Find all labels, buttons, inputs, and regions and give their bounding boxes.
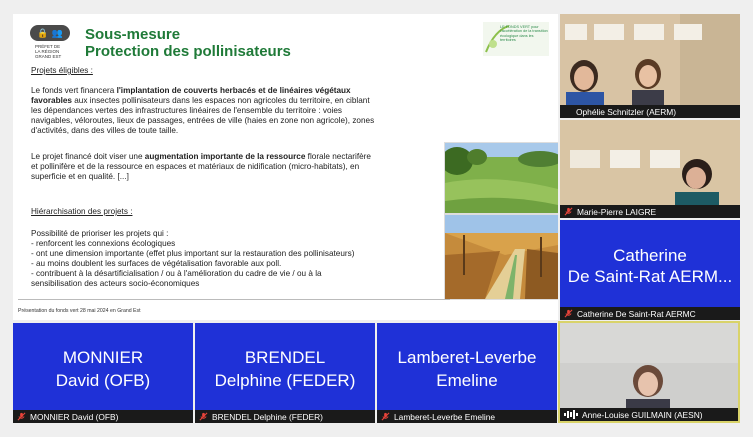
para2-line1: Le projet financé doit viser une augmentation importante de la ressource florale nectarifère <box>31 152 371 161</box>
participant-display-name-line2: De Saint-Rat AERM... <box>567 267 733 286</box>
slide-footer-divider <box>18 299 450 300</box>
participant-name: Marie-Pierre LAIGRE <box>577 206 657 217</box>
list-item: - contribuent à la désartificialisation / ou à l'amélioration du cadre de vie / ou à la <box>31 269 322 278</box>
participant-name-bar <box>13 410 193 423</box>
section-heading-eligible: Projets éligibles : <box>31 66 93 75</box>
video-feed <box>560 14 740 118</box>
para1-line1: Le fonds vert financera l'implantation de couverts herbacés et de linéaires végétaux <box>31 86 351 95</box>
list-item: sensibilisation des acteurs socio-économiques <box>31 279 200 288</box>
meadow-photo <box>444 142 558 214</box>
muted-mic-icon <box>381 412 390 421</box>
participant-tile-monnier[interactable] <box>13 323 193 423</box>
para2-line2: et pollinifère et de la ressource en espaces et matériaux de nidification (micro-habitats), en <box>31 162 360 171</box>
participant-name: Lamberet-Leverbe Emeline <box>394 411 496 422</box>
para1-line5: d'activités, dans des villes de toute taille. <box>31 126 179 135</box>
slide-title-line2: Protection des pollinisateurs <box>85 43 291 60</box>
participant-tile-brendel[interactable] <box>195 323 375 423</box>
para1-line3: les dépendances vertes des infrastructures linéaires de l'ensemble du territoire : voies <box>31 106 343 115</box>
participant-name-bar <box>560 307 740 320</box>
participant-display-name-line1: Catherine <box>613 246 687 265</box>
section-heading-priority: Hiérarchisation des projets : <box>31 207 133 216</box>
participant-name: BRENDEL Delphine (FEDER) <box>212 411 323 422</box>
participant-tile-marie-pierre[interactable] <box>560 120 740 218</box>
muted-mic-icon <box>17 412 26 421</box>
para1-line4: navigables, véloroutes, lieux de passages, entrées de ville (haies en zone non agricole), zones <box>31 116 375 125</box>
participant-display-name-line1: MONNIER <box>62 348 144 367</box>
participant-tile-anne-louise[interactable] <box>558 321 740 423</box>
participant-display-name-line2: David (OFB) <box>55 371 151 390</box>
participant-name: Ophélie Schnitzler (AERM) <box>576 106 677 117</box>
participant-display-name-line2: Emeline <box>436 371 498 390</box>
participant-name-bar <box>377 410 557 423</box>
video-feed <box>560 323 738 421</box>
participant-name-bar <box>560 408 738 421</box>
people-icon[interactable]: 👥 <box>51 28 63 38</box>
participant-name-bar <box>560 205 740 218</box>
participant-display-name-line2: Delphine (FEDER) <box>214 371 356 390</box>
paragraph-line <box>31 152 371 162</box>
list-intro: Possibilité de prioriser les projets qui : <box>31 229 169 238</box>
para2-line3: superficie et en qualité. [...] <box>31 172 129 181</box>
paragraph-line <box>31 96 370 106</box>
audio-level-icon <box>564 410 578 419</box>
orchard-photo <box>444 214 558 300</box>
fonds-vert-logo-text: LE FONDS VERT pour l'accélération de la transition écologique dans les territoires <box>500 25 548 42</box>
slide-title-line1: Sous-mesure <box>85 26 181 43</box>
list-item: - au moins doublent les surfaces de végétalisation favorable aux poll. <box>31 259 282 268</box>
paragraph-line <box>31 86 351 96</box>
participant-name: Anne-Louise GUILMAIN (AESN) <box>582 409 703 420</box>
video-feed <box>560 120 740 218</box>
government-logo-text: PRÉFET DE LA RÉGION GRAND EST <box>35 44 62 59</box>
shared-slide <box>13 14 558 320</box>
list-item: - renforcent les connexions écologiques <box>31 239 176 248</box>
muted-mic-icon <box>564 309 573 318</box>
screen-share-controls[interactable] <box>30 25 70 41</box>
participant-display-name-line1: BRENDEL <box>244 348 326 367</box>
muted-mic-icon <box>199 412 208 421</box>
para1-line2: favorables aux insectes pollinisateurs dans les espaces non agricoles du territoire, en ciblant <box>31 96 370 105</box>
participant-name-bar <box>195 410 375 423</box>
participant-tile-ophelie[interactable] <box>560 14 740 118</box>
participant-name: MONNIER David (OFB) <box>30 411 119 422</box>
list-item: - ont une dimension importante (effet plus important sur la restauration des pollinisateurs) <box>31 249 355 258</box>
participant-name-bar <box>560 105 740 118</box>
participant-name: Catherine De Saint-Rat AERMC <box>577 308 696 319</box>
muted-mic-icon <box>564 207 573 216</box>
participant-display-name-line1: Lamberet-Leverbe <box>397 348 537 367</box>
slide-footer: Présentation du fonds vert 28 mai 2024 en Grand Est <box>18 308 141 314</box>
participant-tile-lamberet[interactable] <box>377 323 557 423</box>
lock-icon[interactable]: 🔒 <box>37 28 49 38</box>
participant-tile-catherine[interactable] <box>560 220 740 320</box>
